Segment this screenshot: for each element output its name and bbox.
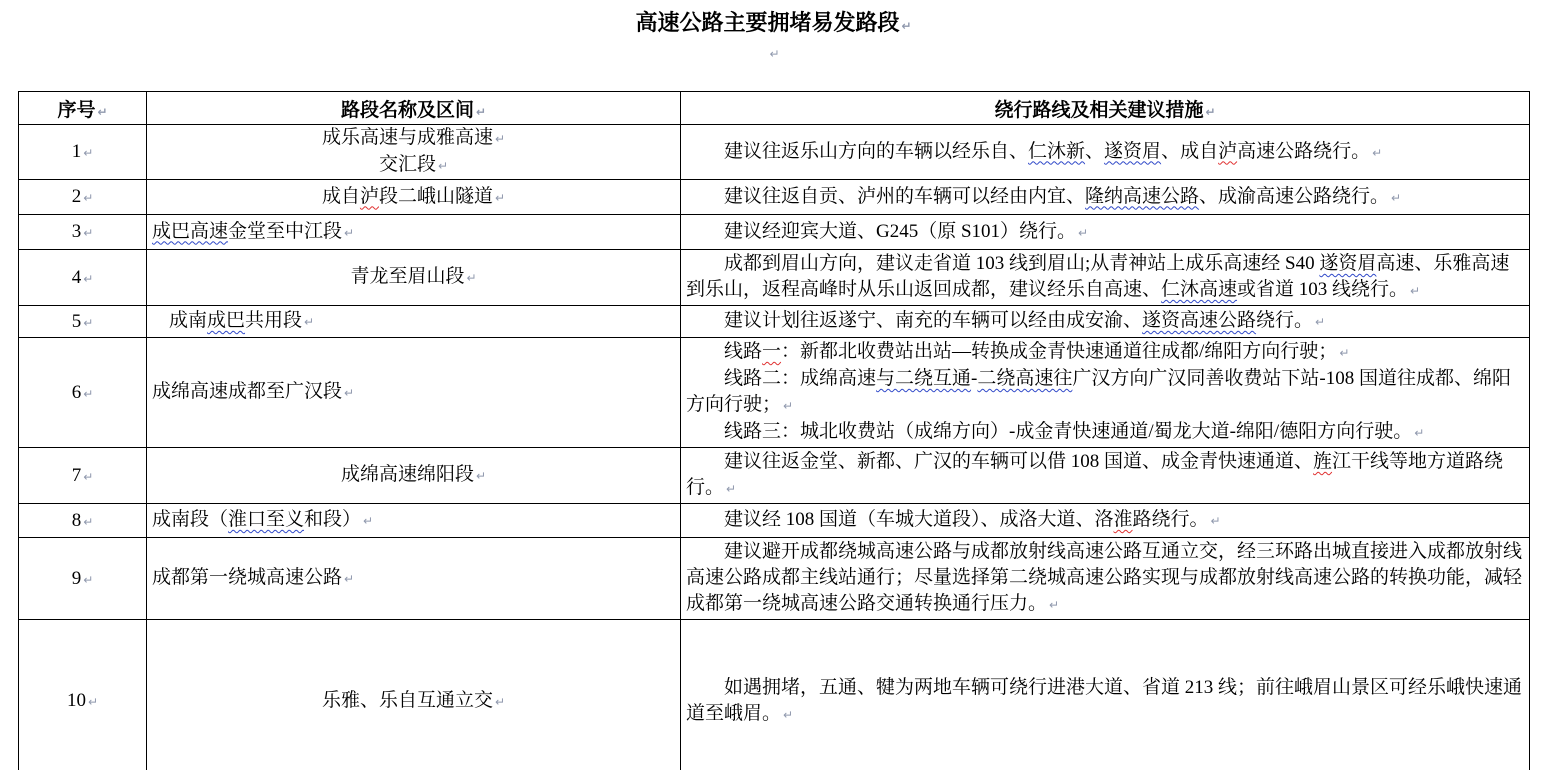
row-number: 2 xyxy=(71,186,82,207)
cell-detour-advice xyxy=(681,448,1530,504)
cell-row-number xyxy=(19,215,147,250)
text-run: - xyxy=(971,368,978,389)
header-label: 路段名称及区间 xyxy=(340,99,474,121)
table-row xyxy=(19,504,1530,538)
text-run: 绕行。 xyxy=(1256,310,1314,331)
cell-section-name xyxy=(147,215,681,250)
paragraph-mark: ↵ xyxy=(83,469,94,484)
spellcheck-blue-wavy-text: 遂资高速公路 xyxy=(1142,310,1257,331)
paragraph-mark: ↵ xyxy=(83,226,94,240)
text-run: 乐雅、乐自互通立交 xyxy=(321,689,493,711)
cell-row-number xyxy=(19,448,147,504)
spellcheck-blue-wavy-text: 与二绕互通 xyxy=(876,368,972,389)
spellcheck-blue-wavy-text: 隆纳高速公路 xyxy=(1085,185,1200,207)
text-run: 江干线等地方道路绕行。 xyxy=(686,451,1504,498)
cell-row-number xyxy=(19,338,147,448)
spellcheck-red-wavy-text: 一 xyxy=(762,341,782,362)
text-run: 、成自 xyxy=(1161,140,1219,162)
text-run: 高速公路绕行。 xyxy=(1237,140,1371,162)
paragraph-mark: ↵ xyxy=(87,695,99,709)
advice-paragraph xyxy=(686,675,1524,728)
text-run: 建议往返自贡、泸州的车辆可以经由内宜、 xyxy=(724,185,1086,207)
advice-paragraph xyxy=(686,184,1524,211)
advice-paragraph xyxy=(686,308,1524,335)
spellcheck-blue-wavy-text: 二绕高速往 xyxy=(977,368,1073,389)
paragraph-mark: ↵ xyxy=(83,191,94,205)
table-row xyxy=(19,338,1530,448)
table-header-row xyxy=(19,92,1530,125)
paragraph-mark: ↵ xyxy=(769,47,780,61)
paragraph-mark: ↵ xyxy=(1205,104,1216,119)
text-run: 共用段 xyxy=(245,310,303,331)
row-number: 7 xyxy=(71,464,82,486)
paragraph-mark: ↵ xyxy=(97,104,108,119)
paragraph-mark: ↵ xyxy=(1049,598,1060,612)
text-run: 建议避开成都绕城高速公路与成都放射线高速公路互通立交，经三环路出城直接进入成都放射线高速公路成都主线站通行；尽量选择第二绕城高速公路实现与成都放射线高速公路的转换功能，减轻成都第一绕城高速公路交通转换通行压力。 xyxy=(686,541,1523,614)
text-run: 成绵高速绵阳段 xyxy=(340,464,474,485)
cell-section-name xyxy=(147,620,681,770)
table-row xyxy=(19,250,1530,306)
advice-paragraph xyxy=(686,539,1524,618)
cell-row-number xyxy=(19,250,147,306)
text-run: 线路二：成绵高速 xyxy=(724,368,877,389)
advice-paragraph xyxy=(686,507,1524,534)
cell-row-number xyxy=(19,306,147,338)
spellcheck-blue-wavy-text: 遂资眉 xyxy=(1104,140,1162,162)
section-name-line xyxy=(152,507,680,534)
spellcheck-blue-wavy-text: 遂资眉 xyxy=(1319,253,1377,274)
header-cell-number xyxy=(19,92,147,125)
cell-section-name xyxy=(147,306,681,338)
advice-paragraph xyxy=(686,419,1524,446)
paragraph-mark: ↵ xyxy=(901,19,912,33)
paragraph-mark: ↵ xyxy=(83,315,94,330)
section-name-line xyxy=(152,565,680,592)
spellcheck-blue-wavy-text: 淮口至义 xyxy=(228,509,305,530)
paragraph-mark: ↵ xyxy=(344,386,355,400)
cell-detour-advice xyxy=(681,306,1530,338)
text-run: 成绵高速成都至广汉段 xyxy=(152,381,343,402)
table-row xyxy=(19,215,1530,250)
table-row xyxy=(19,620,1530,770)
cell-detour-advice xyxy=(681,215,1530,250)
paragraph-mark: ↵ xyxy=(304,315,315,329)
text-run: 高速、乐雅高速到乐山，返程高峰时从乐山返回成都，建议经乐自高速、 xyxy=(686,253,1510,300)
advice-paragraph xyxy=(686,139,1524,166)
advice-paragraph xyxy=(686,449,1524,502)
spellcheck-blue-wavy-text: 仁沐新 xyxy=(1028,140,1086,162)
text-run: 青龙至眉山段 xyxy=(350,266,465,287)
text-run: ：新都北收费站出站—转换成金青快速通道往成都/绵阳方向行驶； xyxy=(781,341,1338,362)
paragraph-mark: ↵ xyxy=(1315,315,1326,329)
text-run: 路绕行。 xyxy=(1132,509,1209,530)
paragraph-mark: ↵ xyxy=(494,132,506,146)
header-label: 绕行路线及相关建议措施 xyxy=(994,99,1204,121)
spellcheck-red-wavy-text: 泸 xyxy=(1218,140,1238,162)
empty-paragraph xyxy=(0,38,1547,69)
cell-section-name xyxy=(147,504,681,538)
paragraph-mark: ↵ xyxy=(344,572,355,586)
text-run: 成都到眉山方向，建议走省道 103 线到眉山;从青神站上成乐高速经 S40 xyxy=(724,253,1320,274)
row-number: 1 xyxy=(71,141,82,162)
header-cell-section-name xyxy=(147,92,681,125)
text-run: 如遇拥堵，五通、犍为两地车辆可绕行进港大道、省道 213 线；前往峨眉山景区可经乐峨快速通道至峨眉。 xyxy=(686,676,1523,724)
row-number: 9 xyxy=(71,567,82,589)
congestion-table xyxy=(18,91,1530,770)
advice-paragraph xyxy=(686,219,1524,246)
cell-detour-advice xyxy=(681,538,1530,620)
paragraph-mark: ↵ xyxy=(344,225,355,240)
cell-section-name xyxy=(147,448,681,504)
spellcheck-blue-wavy-text: 成巴 xyxy=(207,310,246,331)
paragraph-mark: ↵ xyxy=(1391,190,1402,205)
cell-detour-advice xyxy=(681,125,1530,180)
cell-section-name xyxy=(147,125,681,180)
cell-section-name xyxy=(147,338,681,448)
text-run: 成都第一绕城高速公路 xyxy=(152,567,343,588)
cell-detour-advice xyxy=(681,250,1530,306)
row-number: 3 xyxy=(71,221,82,242)
text-run: 线路三：城北收费站（成绵方向）-成金青快速通道/蜀龙大道-绵阳/德阳方向行驶。 xyxy=(724,421,1413,442)
text-run: 建议计划往返遂宁、南充的车辆可以经由成安渝、 xyxy=(724,310,1143,331)
paragraph-mark: ↵ xyxy=(783,399,794,413)
cell-row-number xyxy=(19,620,147,770)
section-name-line xyxy=(147,125,680,152)
text-run: 段二峨山隧道 xyxy=(378,185,493,207)
advice-paragraph xyxy=(686,366,1524,419)
page-title-text: 高速公路主要拥堵易发路段 xyxy=(635,10,900,35)
paragraph-mark: ↵ xyxy=(83,572,94,587)
paragraph-mark: ↵ xyxy=(494,190,506,205)
paragraph-mark: ↵ xyxy=(83,146,94,160)
text-run: 、 xyxy=(1085,140,1105,162)
section-name-line xyxy=(152,219,680,246)
section-name-line xyxy=(147,462,680,489)
text-run: 建议往返金堂、新都、广汉的车辆可以借 108 国道、成金青快速通道、 xyxy=(724,451,1314,472)
spellcheck-red-wavy-text: 淮 xyxy=(1113,509,1133,530)
paragraph-mark: ↵ xyxy=(437,159,449,173)
spellcheck-blue-wavy-text: 成巴高速 xyxy=(152,220,229,242)
text-run: 、成渝高速公路绕行。 xyxy=(1199,185,1390,207)
paragraph-mark: ↵ xyxy=(475,469,487,483)
advice-paragraph xyxy=(686,339,1524,366)
paragraph-mark: ↵ xyxy=(1414,426,1425,440)
table-row xyxy=(19,538,1530,620)
text-run: 金堂至中江段 xyxy=(228,220,343,242)
table-body xyxy=(19,125,1530,770)
paragraph-mark: ↵ xyxy=(363,514,374,528)
row-number: 6 xyxy=(71,381,82,403)
cell-row-number xyxy=(19,125,147,180)
paragraph-mark: ↵ xyxy=(83,271,94,286)
cell-row-number xyxy=(19,504,147,538)
table-row xyxy=(19,448,1530,504)
text-run: 和段） xyxy=(304,509,362,530)
advice-paragraph xyxy=(686,251,1524,304)
paragraph-mark: ↵ xyxy=(1339,346,1350,360)
paragraph-mark: ↵ xyxy=(1078,225,1089,240)
cell-section-name xyxy=(147,538,681,620)
paragraph-mark: ↵ xyxy=(475,104,487,119)
row-number: 10 xyxy=(66,690,86,711)
text-run: 建议往返乐山方向的车辆以经乐自、 xyxy=(724,140,1029,162)
header-cell-detour-advice xyxy=(681,92,1530,125)
row-number: 8 xyxy=(71,509,82,531)
table-row xyxy=(19,125,1530,180)
cell-row-number xyxy=(19,180,147,215)
paragraph-mark: ↵ xyxy=(466,271,477,285)
spellcheck-red-wavy-text: 泸 xyxy=(359,185,379,207)
section-name-line xyxy=(147,264,680,291)
text-run: 建议经迎宾大道、G245（原 S101）绕行。 xyxy=(724,220,1077,242)
text-run: 成南 xyxy=(169,310,208,331)
text-run: 或省道 103 线绕行。 xyxy=(1237,279,1409,300)
section-name-line xyxy=(147,184,680,211)
cell-detour-advice xyxy=(681,620,1530,770)
cell-row-number xyxy=(19,538,147,620)
paragraph-mark: ↵ xyxy=(83,386,94,401)
table-row xyxy=(19,180,1530,215)
section-name-line xyxy=(147,688,680,715)
text-run: 成乐高速与成雅高速 xyxy=(321,127,493,148)
paragraph-mark: ↵ xyxy=(1210,514,1221,528)
text-run: 广汉方向广汉同善收费站下站-108 国道往成都、绵阳方向行驶； xyxy=(686,368,1511,415)
spellcheck-blue-wavy-text: 仁沐高速 xyxy=(1161,279,1238,300)
section-name-line xyxy=(169,308,680,335)
spellcheck-red-wavy-text: 旌 xyxy=(1313,451,1333,472)
row-number: 4 xyxy=(71,266,82,288)
paragraph-mark: ↵ xyxy=(494,694,506,709)
cell-detour-advice xyxy=(681,504,1530,538)
page-title xyxy=(0,0,1547,38)
table-row xyxy=(19,306,1530,338)
paragraph-mark: ↵ xyxy=(1372,145,1383,160)
header-label: 序号 xyxy=(57,99,96,121)
text-run: 交汇段 xyxy=(378,154,436,175)
row-number: 5 xyxy=(71,310,82,332)
cell-section-name xyxy=(147,180,681,215)
paragraph-mark: ↵ xyxy=(83,514,94,529)
section-name-line xyxy=(147,152,680,179)
text-run: 线路 xyxy=(724,341,763,362)
text-run: 成自 xyxy=(321,185,360,207)
cell-detour-advice xyxy=(681,338,1530,448)
text-run: 成南段（ xyxy=(152,509,229,530)
paragraph-mark: ↵ xyxy=(783,707,794,722)
cell-section-name xyxy=(147,250,681,306)
paragraph-mark: ↵ xyxy=(726,482,737,496)
text-run: 建议经 108 国道（车城大道段）、成洛大道、洛 xyxy=(724,509,1114,530)
section-name-line xyxy=(152,379,680,406)
cell-detour-advice xyxy=(681,180,1530,215)
paragraph-mark: ↵ xyxy=(1410,284,1421,298)
